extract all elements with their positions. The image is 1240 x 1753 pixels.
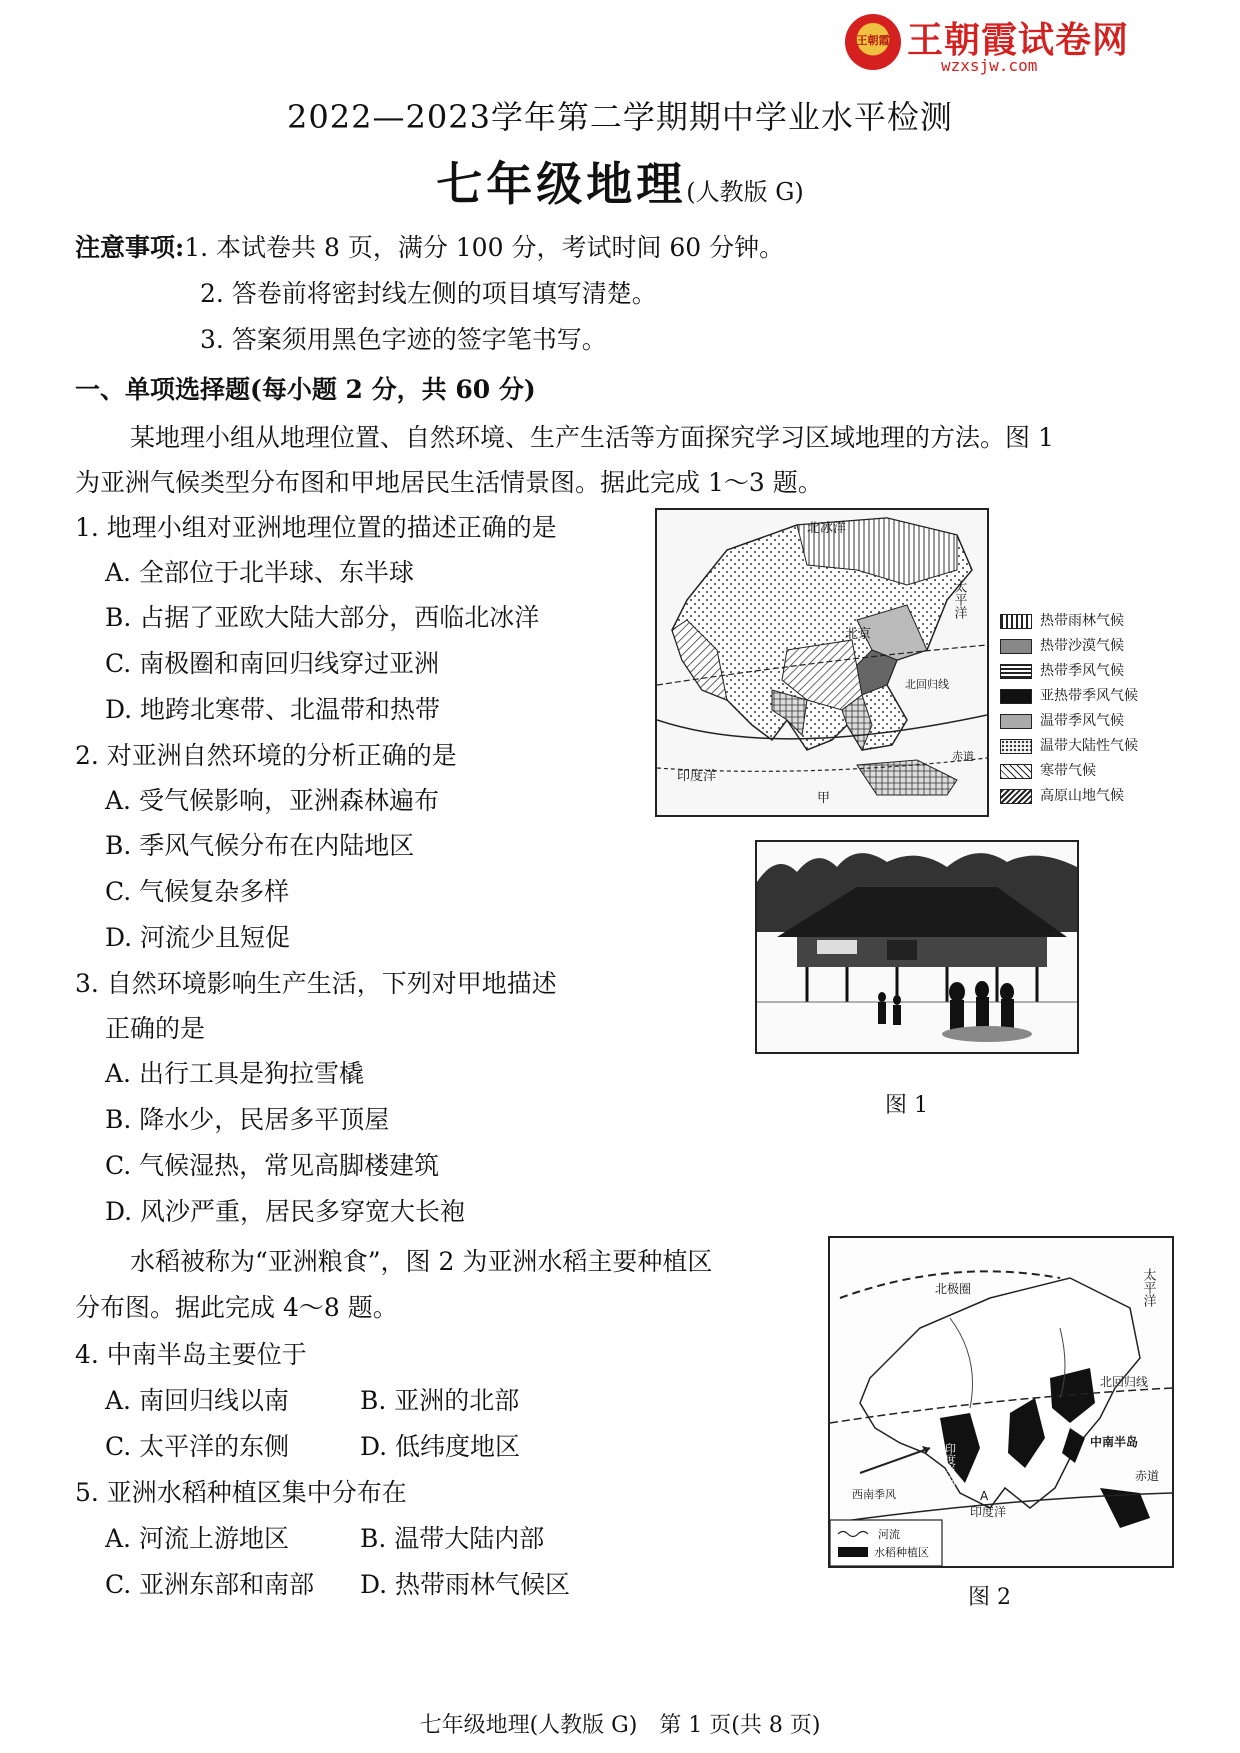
option: D. 低纬度地区 xyxy=(360,1432,521,1461)
logo-url: wzxsjw.com xyxy=(941,56,1038,75)
legend-item: 热带雨林气候 xyxy=(1000,610,1124,630)
asia-rice-map-drawing xyxy=(830,1238,1172,1566)
asia-climate-map-drawing xyxy=(657,510,987,815)
option: D. 地跨北寒带、北温带和热带 xyxy=(105,695,441,724)
option: D. 风沙严重，居民多穿宽大长袍 xyxy=(105,1197,466,1226)
map-label-indian: 印度洋 xyxy=(677,769,717,784)
option: A. 河流上游地区 xyxy=(105,1524,289,1553)
logo-badge-icon: 王朝霞 xyxy=(845,14,901,70)
logo-name: 王朝霞试卷网 xyxy=(907,20,1130,61)
section-heading: 一、单项选择题(每小题 2 分，共 60 分) xyxy=(75,375,536,404)
option: A. 出行工具是狗拉雪橇 xyxy=(105,1059,364,1088)
option: C. 南极圈和南回归线穿过亚洲 xyxy=(105,649,440,678)
legend-swatch xyxy=(1000,664,1032,679)
asia-rice-map xyxy=(828,1236,1174,1568)
legend-swatch xyxy=(1000,689,1032,704)
map-label-equator: 赤道 xyxy=(952,750,974,763)
legend-item: 高原山地气候 xyxy=(1000,785,1124,805)
intro-paragraph: 分布图。据此完成 4～8 题。 xyxy=(75,1293,398,1322)
option: A. 南回归线以南 xyxy=(105,1386,289,1415)
notice-item: 1. 本试卷共 8 页，满分 100 分，考试时间 60 分钟。 xyxy=(184,233,785,262)
climate-legend xyxy=(1000,610,1200,815)
option: B. 占据了亚欧大陆大部分，西临北冰洋 xyxy=(105,603,540,632)
notice-item: 3. 答案须用黑色字迹的签字笔书写。 xyxy=(200,325,607,354)
question-stem: 1. 地理小组对亚洲地理位置的描述正确的是 xyxy=(75,513,557,542)
map-label-indochina: 中南半岛 xyxy=(1090,1435,1139,1449)
subject-name: 七年级地理 xyxy=(436,157,687,211)
figure-1-caption: 图 1 xyxy=(885,1093,928,1118)
legend-river: 河流 xyxy=(878,1528,900,1541)
map-label-a: A xyxy=(980,1489,989,1503)
option: D. 河流少且短促 xyxy=(105,923,291,952)
map-label-india-peninsula: 印度半岛 xyxy=(943,1443,957,1487)
map-label-tropic: 北回归线 xyxy=(1100,1375,1149,1389)
option: A. 全部位于北半球、东半球 xyxy=(105,558,414,587)
option: B. 温带大陆内部 xyxy=(360,1524,545,1553)
legend-item: 温带季风气候 xyxy=(1000,710,1124,730)
option: C. 气候复杂多样 xyxy=(105,877,290,906)
intro-paragraph: 水稻被称为“亚洲粮食”，图 2 为亚洲水稻主要种植区 xyxy=(130,1247,713,1276)
legend-item: 亚热带季风气候 xyxy=(1000,685,1138,705)
notice-label: 注意事项: xyxy=(75,233,185,262)
legend-item: 热带沙漠气候 xyxy=(1000,635,1124,655)
option: C. 气候湿热，常见高脚楼建筑 xyxy=(105,1151,440,1180)
stilt-house-drawing xyxy=(757,842,1077,1052)
notice-line-1 xyxy=(75,228,784,264)
map-label-jia: 甲 xyxy=(817,791,831,806)
legend-swatch xyxy=(1000,764,1032,779)
legend-swatch xyxy=(1000,789,1032,804)
legend-swatch xyxy=(1000,614,1032,629)
map-label-indian: 印度洋 xyxy=(970,1505,1007,1519)
map-label-arctic: 北冰洋 xyxy=(807,521,847,536)
option: B. 亚洲的北部 xyxy=(360,1386,520,1415)
option: A. 受气候影响，亚洲森林遍布 xyxy=(105,786,439,815)
option: B. 降水少，民居多平顶屋 xyxy=(105,1105,390,1134)
option: C. 太平洋的东侧 xyxy=(105,1432,290,1461)
map-label-beijing: 北京 xyxy=(845,627,872,642)
intro-paragraph: 为亚洲气候类型分布图和甲地居民生活情景图。据此完成 1～3 题。 xyxy=(75,468,823,497)
exam-title: 2022—2023学年第二学期期中学业水平检测 xyxy=(287,98,953,136)
map-label-equator: 赤道 xyxy=(1135,1469,1160,1483)
page-footer: 七年级地理(人教版 G) 第 1 页(共 8 页) xyxy=(419,1713,821,1738)
subject-title xyxy=(0,148,1240,214)
question-stem: 5. 亚洲水稻种植区集中分布在 xyxy=(75,1478,407,1507)
question-stem: 4. 中南半岛主要位于 xyxy=(75,1340,307,1369)
question-stem: 3. 自然环境影响生产生活，下列对甲地描述 xyxy=(75,969,557,998)
map-label-arctic-circle: 北极圈 xyxy=(935,1282,972,1296)
option: B. 季风气候分布在内陆地区 xyxy=(105,831,415,860)
map-label-tropic: 北回归线 xyxy=(905,678,949,691)
map-label-sw-monsoon: 西南季风 xyxy=(852,1488,896,1501)
legend-swatch xyxy=(1000,639,1032,654)
site-logo xyxy=(845,12,1180,74)
legend-item: 温带大陆性气候 xyxy=(1000,735,1138,755)
legend-item: 寒带气候 xyxy=(1000,760,1096,780)
question-stem: 2. 对亚洲自然环境的分析正确的是 xyxy=(75,741,457,770)
legend-rice: 水稻种植区 xyxy=(874,1546,929,1559)
stilt-house-picture xyxy=(755,840,1079,1054)
rice-legend-swatch xyxy=(838,1547,868,1557)
legend-swatch xyxy=(1000,739,1032,754)
legend-swatch xyxy=(1000,714,1032,729)
map-label-pacific: 太平洋 xyxy=(951,580,967,619)
intro-paragraph: 某地理小组从地理位置、自然环境、生产生活等方面探究学习区域地理的方法。图 1 xyxy=(130,423,1054,452)
option: C. 亚洲东部和南部 xyxy=(105,1570,315,1599)
asia-climate-map xyxy=(655,508,989,817)
edition: (人教版 G) xyxy=(686,178,804,206)
figure-2-caption: 图 2 xyxy=(968,1585,1011,1610)
legend-item: 热带季风气候 xyxy=(1000,660,1124,680)
question-stem: 正确的是 xyxy=(105,1014,206,1043)
map-label-pacific: 太平洋 xyxy=(1140,1268,1156,1307)
option: D. 热带雨林气候区 xyxy=(360,1570,571,1599)
notice-item: 2. 答卷前将密封线左侧的项目填写清楚。 xyxy=(200,279,657,308)
